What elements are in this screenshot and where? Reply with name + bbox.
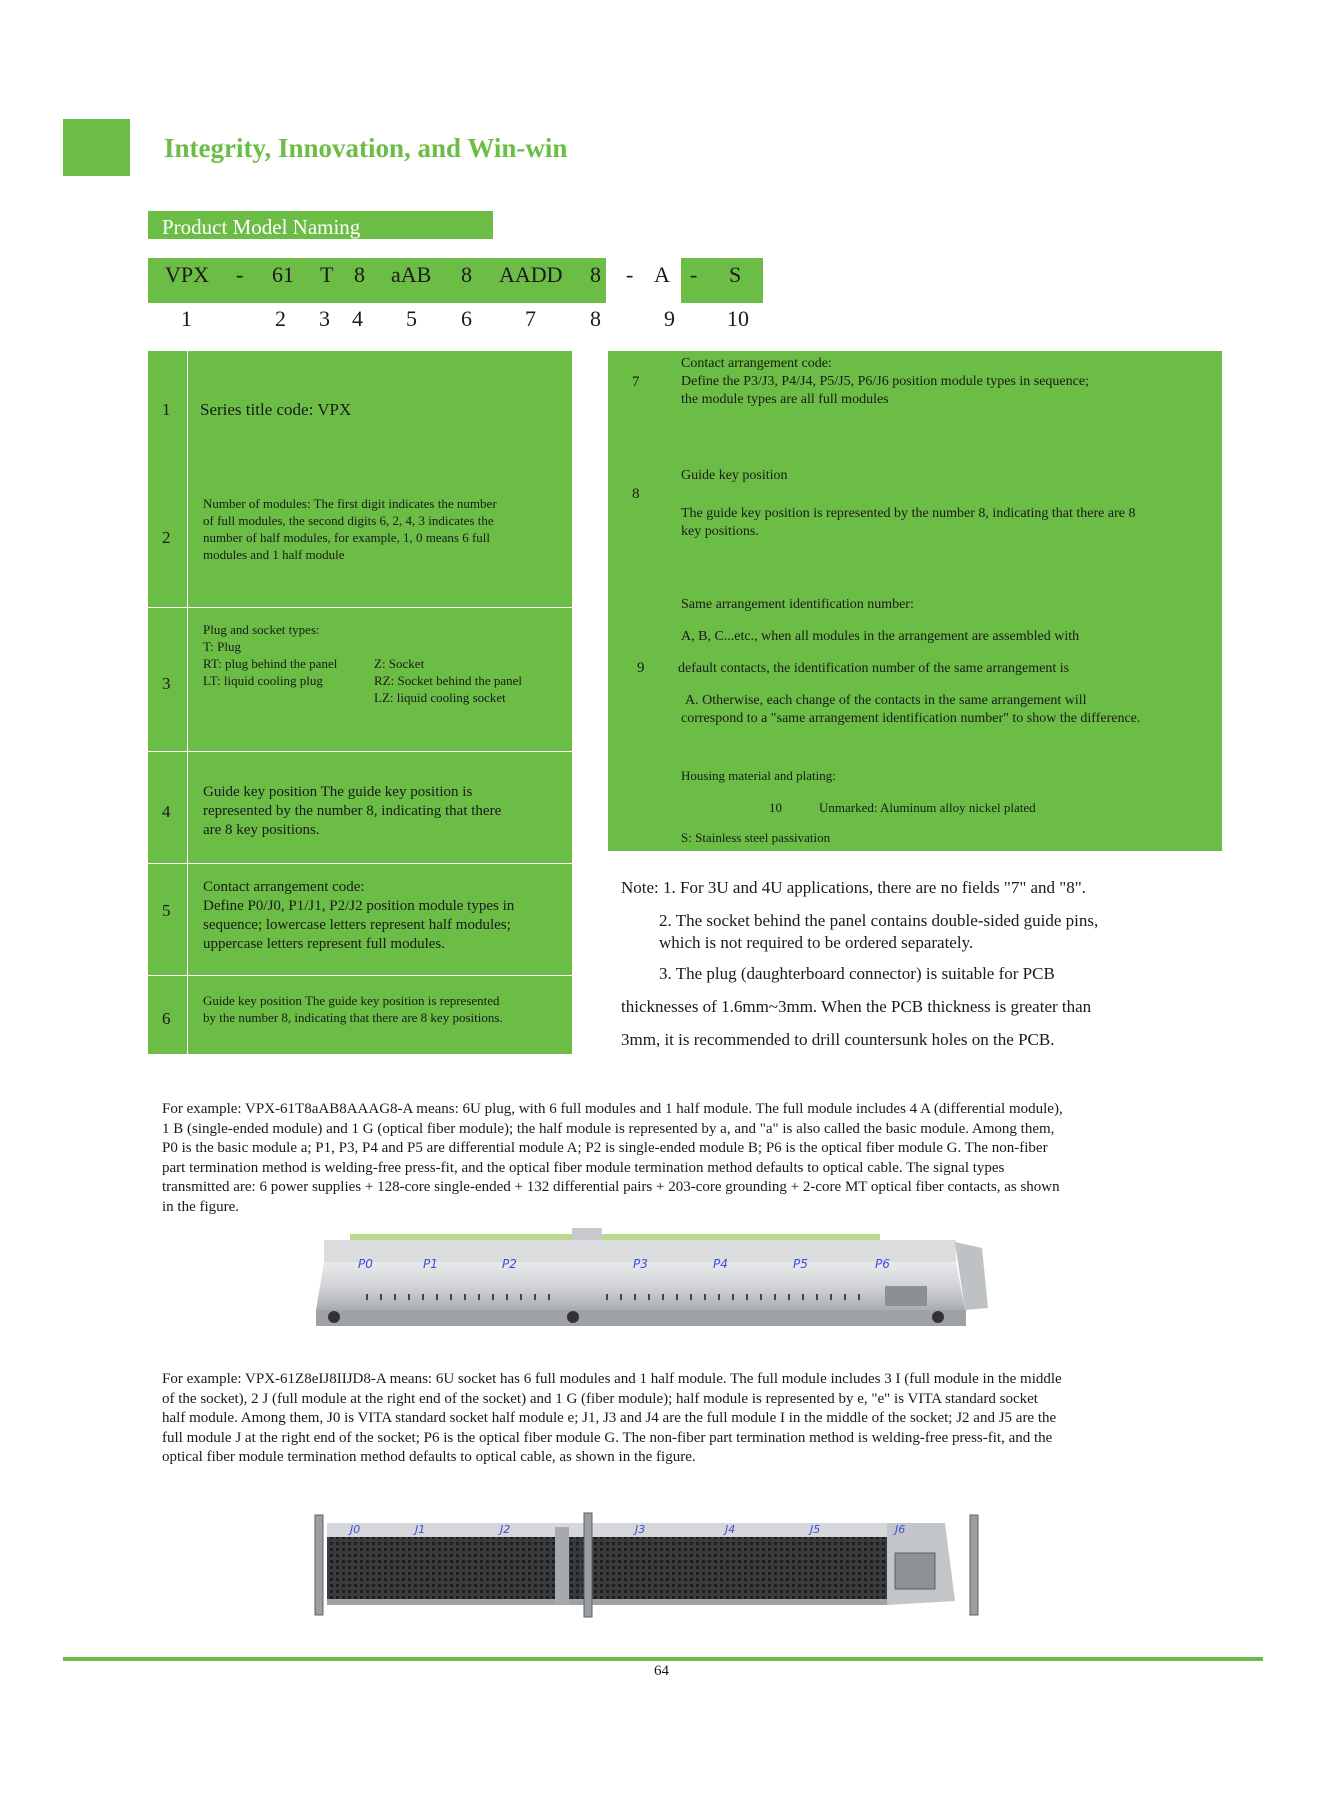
row-number: 6 xyxy=(162,1009,171,1028)
note-line: 2. The socket behind the panel contains double-sided guide pins, xyxy=(659,911,1099,930)
plug-label: P3 xyxy=(633,1257,648,1271)
plug-connector-image xyxy=(310,1228,1000,1343)
code-segment: 61 xyxy=(272,262,294,287)
code-index: 7 xyxy=(525,306,536,331)
row-text: Guide key position The guide key position is represented by the number 8, indicating that there are 8 key positions. xyxy=(203,993,503,1025)
row-text: Housing material and plating: xyxy=(681,768,836,783)
note-line: Note: 1. For 3U and 4U applications, there are no fields "7" and "8". xyxy=(621,878,1086,897)
code-index: 10 xyxy=(727,306,749,331)
row-text: default contacts, the identification number of the same arrangement is xyxy=(678,661,1070,676)
row-text: The guide key position is represented by the number 8, indicating that there are 8 key positions. xyxy=(681,506,1136,539)
plug-label: P0 xyxy=(358,1257,373,1271)
footer-divider xyxy=(63,1657,1263,1661)
row-text: Unmarked: Aluminum alloy nickel plated xyxy=(819,800,1036,815)
code-index: 9 xyxy=(664,306,675,331)
socket-label: J4 xyxy=(725,1523,736,1536)
code-segment: - xyxy=(626,262,634,287)
row-text: Number of modules: The first digit indicates the number of full modules, the second digits 6, 2, 4, 3 indicates the number of half modules, for example, 1, 0 means 6 full modules and 1 half module xyxy=(203,496,497,562)
example-plug-text: For example: VPX-61T8aAB8AAAG8-A means: 6U plug, with 6 full modules and 1 half module. The full module includes 4 A (differential module), 1 B (single-ended module) and 1 G (optical fiber module); the half module is represented by a, and "a" is also called the basic module. Among them, P0 is the basic module a; P1, P3, P4 and P5 are differential module A; P2 is single-ended module B; P6 is the optical fiber module G. The non-fiber part termination method is welding-free press-fit, and the optical fiber module termination method defaults to optical cable. The signal types transmitted are: 6 power supplies + 128-core single-ended + 132 differential pairs + 203-core grounding + 2-core MT optical fiber contacts, as shown in the figure. xyxy=(162,1101,1063,1215)
code-index: 3 xyxy=(319,306,330,331)
row-number: 1 xyxy=(162,400,171,419)
code-segment: - xyxy=(690,262,698,287)
row-number: 5 xyxy=(162,901,171,920)
code-segment: AADD xyxy=(499,262,563,287)
right-code-table xyxy=(608,351,1222,851)
example-socket-text: For example: VPX-61Z8eIJ8IIJD8-A means: 6U socket has 6 full modules and 1 half module. The full module includes 3 I (full module in the middle of the socket), 2 J (full module at the right end of the socket) and 1 G (fiber module); half module is represented by e, "e" is VITA standard socket half module. Among them, J0 is VITA standard socket half module e; J1, J3 and J4 are the full module I in the middle of the socket; J2 and J5 are the full module J at the right end of the socket; P6 is the optical fiber module G. The non-fiber part termination method is welding-free press-fit, and the optical fiber module termination method defaults to optical cable, as shown in the figure. xyxy=(162,1371,1062,1465)
row-text: Guide key position The guide key position is represented by the number 8, indicating that there are 8 key positions. xyxy=(203,784,502,838)
socket-label: J2 xyxy=(500,1523,511,1536)
code-segment: 8 xyxy=(354,262,365,287)
row-text: A, B, C...etc., when all modules in the arrangement are assembled with xyxy=(681,629,1080,644)
note-line: 3. The plug (daughterboard connector) is suitable for PCB xyxy=(659,964,1055,983)
section-title: Product Model Naming xyxy=(162,215,361,239)
row-text: A. Otherwise, each change of the contacts in the same arrangement will correspond to a "same arrangement identification number" to show the difference. xyxy=(681,693,1141,726)
row-text: Same arrangement identification number: xyxy=(681,597,914,612)
code-segment: aAB xyxy=(391,262,432,287)
code-segment: VPX xyxy=(165,262,210,287)
note-line: 3mm, it is recommended to drill countersunk holes on the PCB. xyxy=(621,1030,1055,1049)
socket-connector-image xyxy=(305,1505,995,1620)
code-segment: 8 xyxy=(461,262,472,287)
plug-label: P4 xyxy=(713,1257,728,1271)
page-number: 64 xyxy=(654,1663,669,1679)
row-text: Contact arrangement code: Define the P3/J3, P4/J4, P5/J5, P6/J6 position module types in sequence; the module types are all full modules xyxy=(681,356,1089,407)
code-index: 4 xyxy=(352,306,363,331)
socket-label: J6 xyxy=(895,1523,906,1536)
socket-label: J0 xyxy=(350,1523,361,1536)
row-text-col1: Plug and socket types: T: Plug RT: plug behind the panel LT: liquid cooling plug xyxy=(203,622,338,688)
plug-label: P5 xyxy=(793,1257,808,1271)
socket-label: J3 xyxy=(635,1523,646,1536)
brand-square xyxy=(63,119,130,176)
plug-label: P6 xyxy=(875,1257,890,1271)
code-index: 6 xyxy=(461,306,472,331)
row-text-col2: Z: Socket RZ: Socket behind the panel LZ: liquid cooling socket xyxy=(374,656,523,705)
row-number: 2 xyxy=(162,528,171,547)
left-code-table xyxy=(148,351,572,1054)
row-text: Contact arrangement code: Define P0/J0, P1/J1, P2/J2 position module types in sequence; lowercase letters represent half modules; uppercase letters represent full modules. xyxy=(203,879,515,952)
socket-label: J5 xyxy=(810,1523,821,1536)
note-line: thicknesses of 1.6mm~3mm. When the PCB thickness is greater than xyxy=(621,997,1092,1016)
page-slogan: Integrity, Innovation, and Win-win xyxy=(164,133,568,163)
code-index: 5 xyxy=(406,306,417,331)
code-index: 8 xyxy=(590,306,601,331)
plug-label: P1 xyxy=(423,1257,438,1271)
code-index: 2 xyxy=(275,306,286,331)
row-text: S: Stainless steel passivation xyxy=(681,830,831,845)
code-segment: T xyxy=(320,262,334,287)
row-text: Series title code: VPX xyxy=(200,400,352,419)
code-segment: - xyxy=(236,262,244,287)
row-number: 8 xyxy=(632,486,640,502)
row-number: 9 xyxy=(637,660,645,676)
row-number: 7 xyxy=(632,374,640,390)
code-segment: S xyxy=(729,262,742,287)
socket-label: J1 xyxy=(415,1523,426,1536)
note-line: which is not required to be ordered separately. xyxy=(659,933,974,952)
code-index: 1 xyxy=(181,306,192,331)
row-number: 10 xyxy=(769,800,782,815)
row-text: Guide key position xyxy=(681,468,788,483)
section-banner xyxy=(148,211,493,239)
row-number: 4 xyxy=(162,802,171,821)
row-number: 3 xyxy=(162,674,171,693)
code-segment: A xyxy=(654,262,670,287)
code-segment: 8 xyxy=(590,262,601,287)
plug-label: P2 xyxy=(502,1257,517,1271)
